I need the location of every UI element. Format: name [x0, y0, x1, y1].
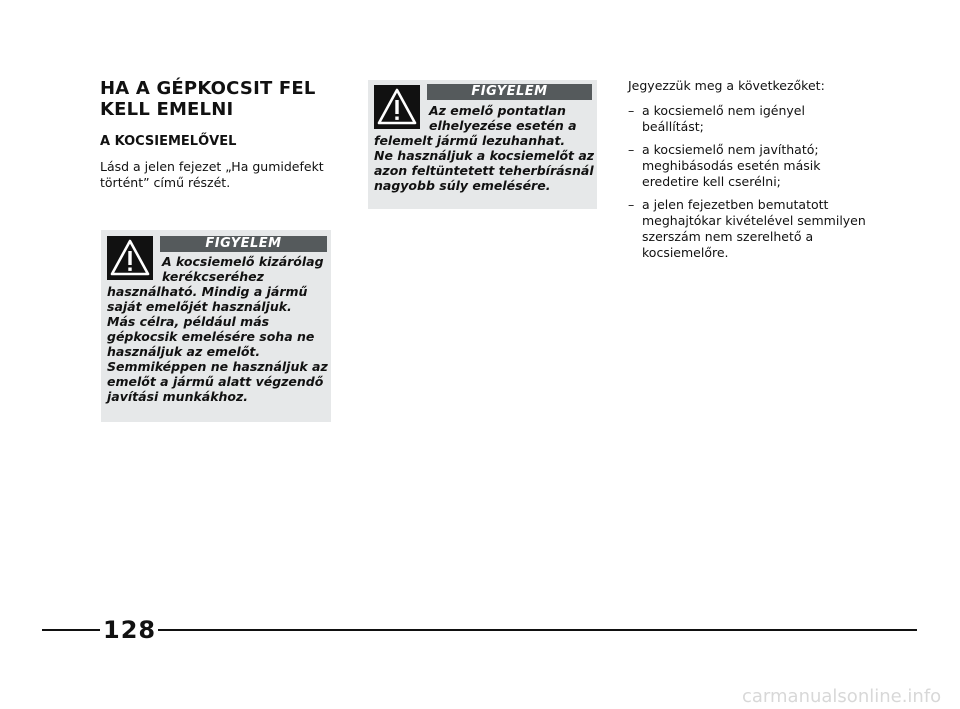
list-item	[628, 142, 888, 190]
list-dash: –	[628, 103, 635, 118]
list-item-line: kocsiemelőre.	[642, 245, 729, 260]
warning-header: FIGYELEM	[160, 236, 327, 252]
section-title-line: KELL EMELNI	[100, 99, 234, 120]
warning-line: elhelyezése esetén a	[429, 118, 577, 133]
warning-line: emelőt a jármű alatt végzendő	[107, 374, 324, 389]
warning-line: használható. Mindig a jármű	[107, 284, 308, 299]
paragraph-line: Lásd a jelen fejezet „Ha gumidefekt	[100, 159, 324, 174]
warning-line: nagyobb súly emelésére.	[374, 178, 551, 193]
list-dash: –	[628, 142, 635, 157]
warning-line: gépkocsik emelésére soha ne	[107, 329, 315, 344]
list-item-line: szerszám nem szerelhető a	[642, 229, 814, 244]
list-item-line: a jelen fejezetben bemutatott	[642, 197, 829, 212]
warning-line: A kocsiemelő kizárólag	[162, 254, 324, 269]
list-item-line: meghajtókar kivételével semmilyen	[642, 213, 866, 228]
warning-box-top	[368, 80, 597, 209]
warning-header: FIGYELEM	[427, 84, 592, 100]
list-item	[628, 197, 888, 261]
section-title	[100, 78, 340, 120]
warning-line: saját emelőjét használjuk.	[107, 299, 292, 314]
warning-line: Az emelő pontatlan	[429, 103, 566, 118]
warning-line: Semmiképpen ne használjuk az	[107, 359, 328, 374]
warning-line: Ne használjuk a kocsiemelőt az	[374, 148, 595, 163]
warning-line: azon feltüntetett teherbírásnál	[374, 163, 594, 178]
warning-text	[107, 254, 329, 404]
intro-paragraph	[100, 159, 340, 191]
warning-line: javítási munkákhoz.	[107, 389, 249, 404]
warning-text	[374, 103, 596, 193]
list-dash: –	[628, 197, 635, 212]
notes-intro: Jegyezzük meg a következőket:	[628, 78, 825, 93]
page-number: 128	[103, 616, 157, 644]
paragraph-line: történt” című részét.	[100, 175, 231, 190]
list-item-line: meghibásodás esetén másik	[642, 158, 821, 173]
warning-line: használjuk az emelőt.	[107, 344, 261, 359]
notes-column	[628, 78, 888, 268]
warning-line: felemelt jármű lezuhanhat.	[374, 133, 566, 148]
watermark: carmanualsonline.info	[742, 686, 942, 707]
list-item-line: a kocsiemelő nem javítható;	[642, 142, 819, 157]
warning-line: Más célra, például más	[107, 314, 270, 329]
section-title-line: HA A GÉPKOCSIT FEL	[100, 78, 316, 99]
list-item	[628, 103, 888, 135]
list-item-line: beállítást;	[642, 119, 704, 134]
footer-rule-right	[158, 629, 917, 631]
footer-rule-left	[42, 629, 100, 631]
list-item-line: a kocsiemelő nem igényel	[642, 103, 805, 118]
warning-line: kerékcseréhez	[162, 269, 264, 284]
notes-list	[628, 103, 888, 261]
list-item-line: eredetire kell cserélni;	[642, 174, 781, 189]
warning-box-bottom	[101, 230, 331, 422]
section-subtitle: A KOCSIEMELŐVEL	[100, 134, 237, 149]
